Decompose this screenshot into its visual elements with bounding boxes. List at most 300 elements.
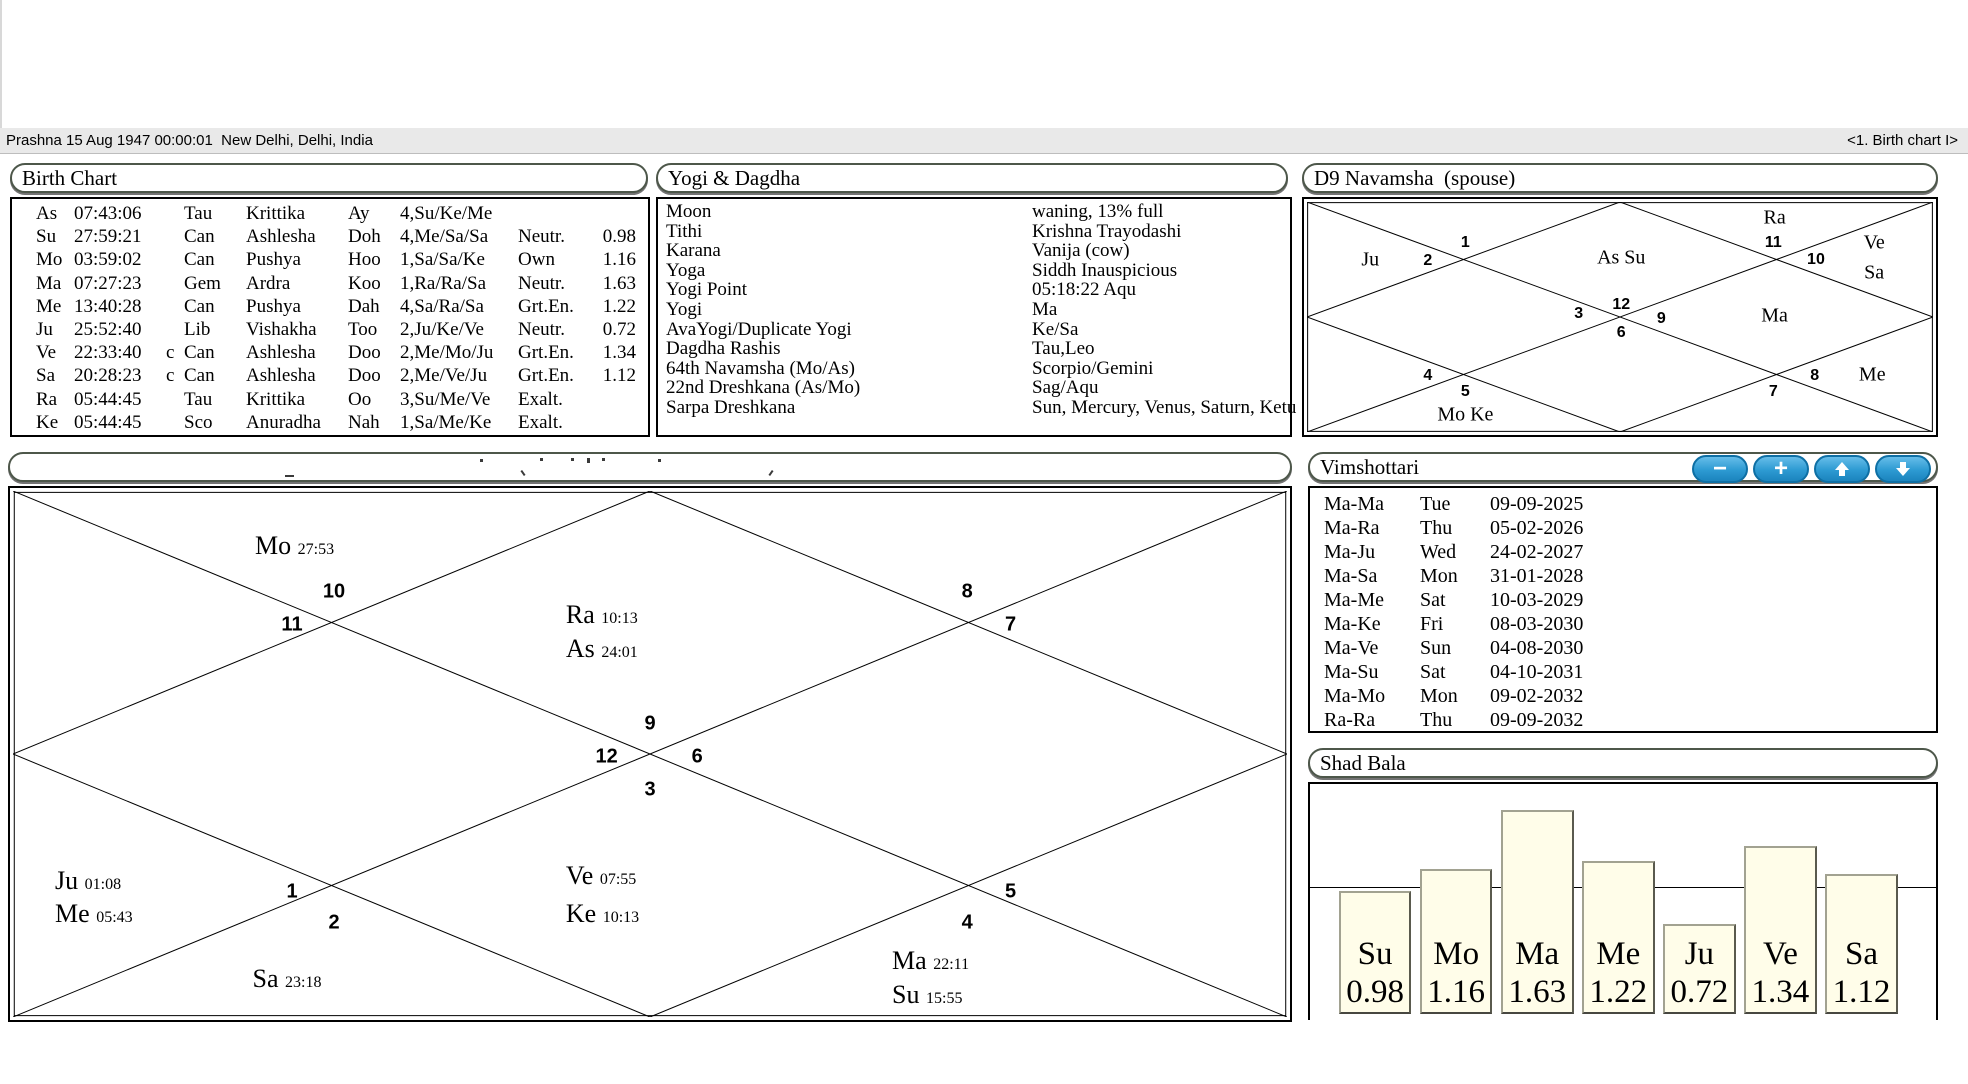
combust-cell [166, 225, 184, 248]
yogi-dagdha-table [658, 199, 1297, 435]
planet-name: Me [1858, 363, 1886, 385]
house-number: 12 [1612, 295, 1631, 313]
dignity-cell: Neutr. [518, 226, 565, 248]
nakshatra-cell: Anuradha [246, 411, 321, 433]
yogi-row [658, 280, 1290, 300]
time-cell: 05:44:45 [74, 411, 142, 433]
day-cell: Fri [1420, 613, 1444, 635]
birth-chart-table [12, 199, 648, 435]
planet-cell: Ra [36, 388, 58, 410]
shad-bala-bar [1501, 810, 1574, 1014]
nakshatra-cell: Pushya [246, 249, 301, 271]
sign-cell: Can [184, 365, 215, 387]
house-number: 2 [1423, 252, 1433, 270]
bar-planet-label: Ma [1515, 936, 1560, 972]
planet-name: Sa [252, 963, 285, 993]
yogi-row [658, 378, 1290, 398]
bar-planet-label: Ju [1684, 936, 1715, 972]
yogi-value: Ke/Sa [1032, 318, 1079, 340]
planet-degree: 07:55 [599, 871, 637, 889]
abbr-cell: Ay [348, 203, 370, 224]
time-cell: 25:52:40 [74, 318, 142, 340]
house-number: 9 [1656, 309, 1666, 327]
date-cell: 31-01-2028 [1490, 565, 1584, 587]
shad-bala-bar [1663, 924, 1736, 1014]
planet-cell: Ke [36, 411, 59, 433]
value-cell [592, 388, 636, 411]
value-cell: 1.34 [602, 342, 636, 364]
house-number: 5 [1004, 880, 1017, 903]
vimshottari-panel [1308, 486, 1938, 733]
date-cell: 09-02-2032 [1490, 685, 1584, 707]
up-button[interactable] [1814, 455, 1870, 483]
value-cell [592, 202, 636, 225]
planet-label [566, 600, 638, 630]
birth-chart-header [10, 163, 648, 193]
house-number: 3 [1574, 305, 1584, 323]
nakshatra-cell: Ashlesha [246, 365, 316, 387]
value-cell: 1.22 [602, 295, 636, 317]
shad-bala-panel [1308, 782, 1938, 1020]
value-cell: 0.98 [602, 226, 636, 248]
lords-cell: 2,Me/Mo/Ju [400, 342, 494, 364]
birth-chart-row [12, 272, 648, 295]
yogi-row [658, 339, 1290, 359]
yogi-label: 64th Navamsha (Mo/As) [666, 357, 855, 379]
planet-name: As Su [1597, 246, 1646, 269]
up-arrow-icon [1832, 459, 1852, 479]
minus-button[interactable] [1692, 455, 1748, 483]
erased-text-mark [768, 470, 773, 476]
birth-data-text: Prashna 15 Aug 1947 00:00:01 New Delhi, Delhi, India [6, 132, 373, 149]
yogi-label: Tithi [666, 220, 703, 242]
lords-cell: 1,Sa/Me/Ke [400, 411, 492, 433]
planet-name: Ra [1763, 206, 1786, 229]
planet-label [892, 980, 962, 1010]
planet-name: Ma [1761, 304, 1788, 327]
yogi-label: AvaYogi/Duplicate Yogi [666, 318, 852, 340]
plus-icon: + [1773, 455, 1788, 482]
sign-cell: Can [184, 226, 215, 248]
dasha-row[interactable] [1310, 588, 1936, 612]
day-cell: Mon [1420, 565, 1458, 587]
bar-planet-label: Me [1596, 936, 1641, 972]
yogi-label: Karana [666, 240, 721, 262]
planet-label [566, 861, 636, 891]
abbr-cell: Dah [348, 295, 380, 317]
time-cell: 20:28:23 [74, 365, 142, 387]
vimshottari-table [1310, 488, 1936, 731]
yogi-dagdha-header [656, 163, 1288, 193]
dasha-cell: Ra-Ra [1324, 709, 1376, 731]
planet-cell: Mo [36, 249, 63, 271]
erased-text-mark [571, 458, 574, 461]
planet-label [1859, 363, 1886, 386]
yogi-label: Yogi Point [666, 279, 747, 301]
yogi-value: Krishna Trayodashi [1032, 220, 1182, 242]
house-number: 8 [961, 580, 973, 603]
shad-bala-bar [1582, 861, 1655, 1014]
sign-cell: Tau [184, 203, 213, 224]
house-number: 10 [1807, 251, 1825, 269]
time-cell: 13:40:28 [74, 295, 142, 317]
house-number: 9 [644, 712, 656, 735]
north-indian-chart-lines [1307, 202, 1933, 432]
shad-bala-bar [1420, 869, 1493, 1014]
yogi-value: waning, 13% full [1032, 201, 1164, 222]
planet-name: Ju [1361, 248, 1380, 270]
d9-chart-area [1307, 202, 1933, 432]
dasha-cell: Ma-Su [1324, 661, 1379, 683]
lords-cell: 2,Me/Ve/Ju [400, 365, 488, 387]
yogi-row [658, 359, 1290, 379]
planet-cell: Ju [36, 318, 53, 340]
abbr-cell: Doh [348, 226, 381, 248]
house-number: 8 [1810, 367, 1820, 385]
nakshatra-cell: Ardra [246, 272, 291, 294]
date-cell: 09-09-2032 [1490, 709, 1584, 731]
planet-label [1761, 305, 1788, 328]
yogi-value: Tau,Leo [1032, 338, 1095, 360]
yogi-value: 05:18:22 Aqu [1032, 279, 1136, 301]
date-cell: 05-02-2026 [1490, 517, 1584, 539]
erased-text-mark [285, 475, 294, 477]
combust-cell [166, 295, 184, 318]
shad-bala-bar [1339, 891, 1412, 1014]
lords-cell: 4,Sa/Ra/Sa [400, 295, 484, 317]
dignity-cell: Exalt. [518, 411, 563, 433]
planet-degree: 23:18 [285, 973, 322, 991]
abbr-cell: Nah [348, 411, 380, 433]
planet-label [566, 899, 639, 929]
house-number: 6 [691, 745, 703, 768]
planet-name: Ma [892, 946, 934, 976]
bar-value-label: 0.72 [1670, 974, 1729, 1010]
house-number: 5 [1460, 382, 1470, 400]
date-cell: 08-03-2030 [1490, 613, 1584, 635]
dignity-cell: Grt.En. [518, 365, 574, 387]
planet-degree: 22:11 [933, 956, 970, 974]
date-cell: 24-02-2027 [1490, 541, 1584, 563]
yogi-row [658, 222, 1290, 242]
yogi-dagdha-title: Yogi & Dagdha [668, 166, 801, 190]
bar-value-label: 1.22 [1589, 974, 1648, 1010]
dasha-cell: Ma-Ve [1324, 637, 1379, 659]
dasha-row[interactable] [1310, 708, 1936, 732]
erased-text-mark [540, 458, 543, 461]
combust-cell: c [166, 365, 175, 387]
bar-value-label: 1.63 [1508, 974, 1567, 1010]
main-chart-header [8, 452, 1292, 482]
time-cell: 03:59:02 [74, 249, 142, 271]
yogi-label: 22nd Dreshkana (As/Mo) [666, 377, 861, 399]
dasha-cell: Ma-Me [1324, 589, 1384, 611]
yogi-row [658, 241, 1290, 261]
nakshatra-cell: Pushya [246, 295, 301, 317]
time-cell: 07:27:23 [74, 272, 142, 294]
dasha-row[interactable] [1310, 540, 1936, 564]
dasha-cell: Ma-Ra [1324, 517, 1380, 539]
day-cell: Sun [1420, 637, 1452, 659]
house-number: 11 [1764, 234, 1782, 252]
yogi-row [658, 261, 1290, 281]
dignity-cell: Grt.En. [518, 295, 574, 317]
planet-cell: Me [36, 295, 62, 317]
birth-chart-row [12, 388, 648, 411]
dignity-cell: Grt.En. [518, 342, 574, 364]
planet-label [55, 866, 121, 896]
bar-planet-label: Su [1357, 936, 1393, 972]
dasha-row[interactable] [1310, 636, 1936, 660]
window-edge-artifact [0, 0, 2, 128]
d9-navamsha-title: D9 Navamsha (spouse) [1314, 166, 1516, 190]
vimshottari-header [1308, 452, 1938, 482]
day-cell: Sat [1420, 661, 1446, 683]
dasha-row[interactable] [1310, 492, 1936, 516]
erased-text-mark [602, 458, 605, 461]
abbr-cell: Oo [348, 388, 372, 410]
day-cell: Tue [1420, 493, 1451, 515]
dignity-cell: Neutr. [518, 318, 565, 340]
planet-name: Ke [565, 898, 603, 928]
sign-cell: Can [184, 249, 215, 271]
shad-bala-bar [1744, 846, 1817, 1014]
planet-degree: 05:43 [96, 908, 133, 926]
house-number: 11 [281, 613, 303, 636]
time-cell: 07:43:06 [74, 203, 142, 224]
yogi-label: Sarpa Dreshkana [666, 396, 796, 418]
dasha-row[interactable] [1310, 660, 1936, 684]
planet-name: Ve [565, 861, 600, 891]
shad-bala-header [1308, 748, 1938, 778]
combust-cell [166, 411, 184, 434]
planet-cell: As [36, 203, 58, 224]
north-indian-chart-lines [13, 491, 1287, 1017]
planet-degree: 24:01 [601, 643, 638, 661]
house-number: 12 [595, 745, 618, 768]
birth-chart-row [12, 295, 648, 318]
dignity-cell: Own [518, 249, 555, 271]
d9-navamsha-chart[interactable] [1302, 197, 1938, 437]
dasha-cell: Ma-Ke [1324, 613, 1381, 635]
planet-label [55, 899, 133, 929]
dasha-cell: Ma-Ju [1324, 541, 1376, 563]
yogi-value: Vanija (cow) [1032, 240, 1130, 262]
down-button[interactable] [1875, 455, 1931, 483]
sign-cell: Can [184, 295, 215, 317]
planet-name: Ve [1863, 231, 1885, 254]
bar-value-label: 1.16 [1427, 974, 1486, 1010]
planet-degree: 15:55 [926, 989, 963, 1007]
birth-chart-row [12, 364, 648, 387]
yogi-value: Sun, Mercury, Venus, Saturn, Ketu [1032, 396, 1297, 418]
yogi-row [658, 202, 1290, 222]
yogi-row [658, 300, 1290, 320]
planet-name: Sa [1864, 261, 1885, 284]
planet-name: Ju [55, 865, 85, 895]
yogi-value: Sag/Aqu [1032, 377, 1099, 399]
planet-degree: 01:08 [84, 875, 122, 893]
house-number: 4 [961, 911, 973, 934]
house-number: 4 [1423, 367, 1433, 385]
yogi-dagdha-panel [656, 197, 1297, 437]
bar-value-label: 1.12 [1832, 974, 1891, 1010]
planet-degree: 27:53 [297, 540, 335, 558]
shad-bala-title: Shad Bala [1320, 751, 1406, 775]
house-number: 6 [1616, 324, 1626, 342]
planet-name: As [565, 633, 602, 663]
date-cell: 04-10-2031 [1490, 661, 1584, 683]
birth-chart-row [12, 225, 648, 248]
birth-chart-panel [10, 197, 650, 437]
vimshottari-buttons [1692, 455, 1931, 483]
abbr-cell: Hoo [348, 249, 381, 271]
planet-degree: 10:13 [602, 908, 640, 926]
day-cell: Wed [1420, 541, 1457, 563]
planet-name: Mo Ke [1437, 403, 1494, 426]
day-cell: Thu [1420, 709, 1453, 731]
planet-label [255, 531, 334, 561]
dasha-row[interactable] [1310, 516, 1936, 540]
day-cell: Mon [1420, 685, 1458, 707]
house-number: 3 [644, 778, 656, 801]
dasha-cell: Ma-Sa [1324, 565, 1378, 587]
planet-cell: Sa [36, 365, 55, 387]
date-cell: 10-03-2029 [1490, 589, 1584, 611]
abbr-cell: Koo [348, 272, 381, 294]
planet-degree: 10:13 [601, 610, 638, 628]
planet-label [1361, 248, 1379, 271]
down-arrow-icon [1893, 459, 1913, 479]
d9-navamsha-header [1302, 163, 1938, 193]
house-number: 2 [328, 911, 340, 934]
bar-value-label: 1.34 [1751, 974, 1810, 1010]
yogi-label: Dagdha Rashis [666, 338, 781, 360]
planet-cell: Su [36, 226, 57, 248]
erased-text-mark [520, 470, 525, 476]
planet-label [253, 964, 322, 994]
planet-cell: Ma [36, 272, 62, 294]
combust-cell [166, 318, 184, 341]
dasha-cell: Ma-Ma [1324, 493, 1384, 515]
yogi-value: Scorpio/Gemini [1032, 357, 1154, 379]
yogi-value: Siddh Inauspicious [1032, 259, 1178, 281]
planet-label [1597, 246, 1645, 269]
date-cell: 04-08-2030 [1490, 637, 1584, 659]
abbr-cell: Doo [348, 365, 381, 387]
day-cell: Sat [1420, 589, 1446, 611]
combust-cell [166, 388, 184, 411]
value-cell: 1.12 [602, 365, 636, 387]
dasha-cell: Ma-Mo [1324, 685, 1386, 707]
sign-cell: Lib [184, 318, 211, 340]
sign-cell: Can [184, 342, 215, 364]
birth-chart-row [12, 318, 648, 341]
vimshottari-title: Vimshottari [1320, 455, 1420, 479]
planet-name: Su [892, 979, 927, 1009]
bar-value-label: 0.98 [1346, 974, 1404, 1010]
status-bar [0, 128, 1968, 154]
erased-text-mark [587, 458, 590, 463]
lords-cell: 1,Ra/Ra/Sa [400, 272, 487, 294]
lords-cell: 4,Su/Ke/Me [400, 203, 493, 224]
house-number: 1 [1460, 234, 1470, 252]
yogi-row [658, 320, 1290, 340]
dignity-cell [518, 202, 592, 225]
value-cell: 1.63 [602, 272, 636, 294]
lords-cell: 2,Ju/Ke/Ve [400, 318, 484, 340]
combust-cell: c [166, 342, 175, 364]
chart-selector[interactable]: <1. Birth chart I> [1847, 132, 1958, 149]
nakshatra-cell: Vishakha [246, 318, 317, 340]
time-cell: 05:44:45 [74, 388, 142, 410]
house-number: 7 [1004, 613, 1017, 636]
date-cell: 09-09-2025 [1490, 493, 1584, 515]
dasha-row[interactable] [1310, 564, 1936, 588]
lords-cell: 3,Su/Me/Ve [400, 388, 491, 410]
birth-chart-row [12, 248, 648, 271]
shad-bala-bar [1825, 874, 1898, 1014]
sign-cell: Gem [184, 272, 221, 294]
main-chart-panel[interactable] [8, 486, 1292, 1022]
combust-cell [166, 272, 184, 295]
bar-planet-label: Ve [1763, 936, 1798, 972]
plus-button[interactable] [1753, 455, 1809, 483]
planet-name: Ra [565, 600, 602, 630]
sign-cell: Tau [184, 388, 213, 410]
house-number: 1 [286, 880, 298, 903]
erased-text-mark [480, 459, 483, 462]
birth-chart-row [12, 341, 648, 364]
planet-label [1864, 261, 1884, 284]
dasha-row[interactable] [1310, 612, 1936, 636]
house-number: 7 [1768, 382, 1778, 400]
birth-chart-title: Birth Chart [22, 166, 118, 190]
time-cell: 27:59:21 [74, 226, 142, 248]
time-cell: 22:33:40 [74, 342, 142, 364]
planet-label [892, 946, 969, 976]
house-number: 10 [322, 580, 346, 603]
dignity-cell: Neutr. [518, 272, 565, 294]
value-cell: 0.72 [602, 318, 636, 340]
planet-label [1764, 207, 1786, 230]
abbr-cell: Doo [348, 342, 381, 364]
yogi-row [658, 396, 1297, 418]
yogi-label: Yoga [666, 259, 706, 281]
planet-name: Me [55, 898, 97, 928]
planet-label [566, 634, 638, 664]
birth-chart-row [12, 202, 648, 225]
planet-label [1437, 403, 1493, 426]
lords-cell: 1,Sa/Sa/Ke [400, 249, 485, 271]
dignity-cell: Exalt. [518, 388, 563, 410]
bar-planet-label: Sa [1844, 936, 1878, 972]
combust-cell [166, 202, 184, 225]
bar-planet-label: Mo [1433, 936, 1480, 972]
yogi-value: Ma [1032, 298, 1058, 320]
planet-name: Mo [255, 530, 298, 560]
planet-label [1864, 232, 1885, 255]
birth-chart-row [12, 411, 648, 434]
nakshatra-cell: Ashlesha [246, 342, 316, 364]
combust-cell [166, 248, 184, 271]
abbr-cell: Too [348, 318, 378, 340]
value-cell [592, 411, 636, 434]
nakshatra-cell: Krittika [246, 388, 306, 410]
planet-cell: Ve [36, 342, 57, 364]
dasha-row[interactable] [1310, 684, 1936, 708]
nakshatra-cell: Ashlesha [246, 226, 316, 248]
